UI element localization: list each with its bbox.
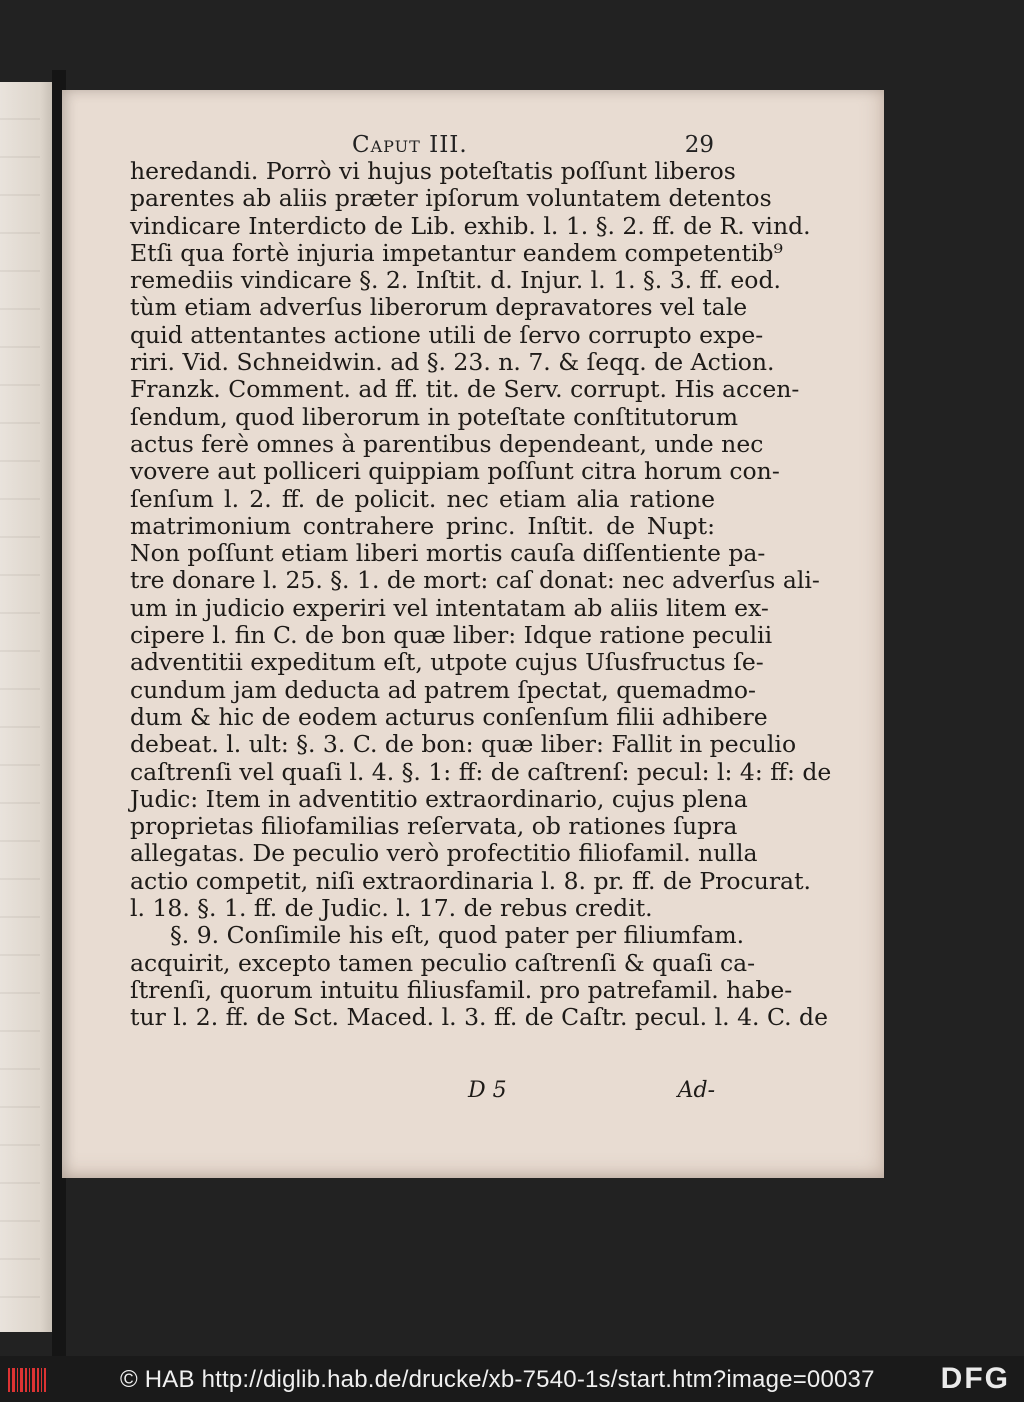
text-line: quid attentantes actione utili de ſervo corrupto expe- xyxy=(130,320,764,349)
text-line: dum & hic de eodem acturus conſenſum filii adhibere xyxy=(130,702,768,731)
text-line: l. 18. §. 1. ff. de Judic. l. 17. de rebus credit. xyxy=(130,894,653,923)
body-text xyxy=(130,157,832,1032)
text-line: acquirit, excepto tamen peculio caſtrenſi & quaſi ca- xyxy=(130,948,756,977)
text-line: ſtrenſi, quorum intuitu filiusfamil. pro patrefamil. habe- xyxy=(130,975,793,1004)
text-line: remediis vindicare §. 2. Inſtit. d. Injur. l. 1. §. 3. ff. eod. xyxy=(130,266,781,295)
text-line: ſenſum l. 2. ff. de policit. nec etiam alia ratione xyxy=(130,484,715,513)
signature-line xyxy=(130,1078,715,1106)
text-line: allegatas. De peculio verò profectitio filiofamil. nulla xyxy=(130,839,758,868)
viewer-footer xyxy=(0,1356,1024,1402)
text-line: vovere aut polliceri quippiam poſſunt citra horum con- xyxy=(130,457,780,486)
dfg-logo: DFG xyxy=(940,1362,1010,1395)
text-line: vindicare Interdicto de Lib. exhib. l. 1. §. 2. ff. de R. vind. xyxy=(130,211,811,240)
text-line: Franzk. Comment. ad ff. tit. de Serv. corrupt. His accen- xyxy=(130,375,800,404)
text-line: riri. Vid. Schneidwin. ad §. 23. n. 7. & ſeqq. de Action. xyxy=(130,348,775,377)
text-line: cipere l. fin C. de bon quæ liber: Idque ratione peculii xyxy=(130,621,773,650)
barcode-icon xyxy=(6,1366,48,1394)
catchword: Ad- xyxy=(677,1078,715,1103)
text-line: cundum jam deducta ad patrem ſpectat, quemadmo- xyxy=(130,675,756,704)
text-line: Etſi qua fortè injuria impetantur eandem competentib⁹ xyxy=(130,238,783,267)
text-line: um in judicio experiri vel intentatam ab aliis litem ex- xyxy=(130,593,769,622)
previous-page-texture xyxy=(0,82,40,1332)
text-line: matrimonium contrahere princ. Inſtit. de Nupt: xyxy=(130,511,715,540)
text-line: tre donare l. 25. §. 1. de mort: caſ donat: nec adverſus ali- xyxy=(130,566,820,595)
page-number: 29 xyxy=(684,132,714,158)
source-url[interactable]: © HAB http://diglib.hab.de/drucke/xb-7540-1s/start.htm?image=00037 xyxy=(120,1366,875,1393)
text-line: heredandi. Porrò vi hujus poteſtatis poſſunt liberos xyxy=(130,157,736,185)
text-line: Non poſſunt etiam liberi mortis cauſa diſſentiente pa- xyxy=(130,539,766,568)
text-line: debeat. l. ult: §. 3. C. de bon: quæ liber: Fallit in peculio xyxy=(130,730,797,759)
signature-mark: D 5 xyxy=(468,1078,507,1103)
text-line: actus ferè omnes à parentibus dependeant, unde nec xyxy=(130,429,764,458)
paragraph-start-line: §. 9. Conſimile his eſt, quod pater per filiumfam. xyxy=(170,921,745,950)
text-line: parentes ab aliis præter ipſorum voluntatem detentos xyxy=(130,184,772,213)
chapter-title: Caput III. xyxy=(352,132,468,158)
text-line: Judic: Item in adventitio extraordinario, cujus plena xyxy=(130,784,748,813)
text-line: tur l. 2. ff. de Sct. Maced. l. 3. ff. de Caſtr. pecul. l. 4. C. de xyxy=(130,1003,828,1032)
text-line: tùm etiam adverſus liberorum depravatores vel tale xyxy=(130,293,748,322)
text-line: caſtrenſi vel quaſi l. 4. §. 1: ff: de caſtrenſ: pecul: l: 4: ff: de xyxy=(130,757,832,786)
text-line: ſendum, quod liberorum in poteſtate conſtitutorum xyxy=(130,402,739,431)
text-line: actio competit, niſi extraordinaria l. 8. pr. ff. de Procurat. xyxy=(130,866,811,895)
text-line: adventitii expeditum eſt, utpote cujus Uſusfructus ſe- xyxy=(130,648,764,677)
text-line: proprietas filiofamilias reſervata, ob rationes ſupra xyxy=(130,812,738,841)
